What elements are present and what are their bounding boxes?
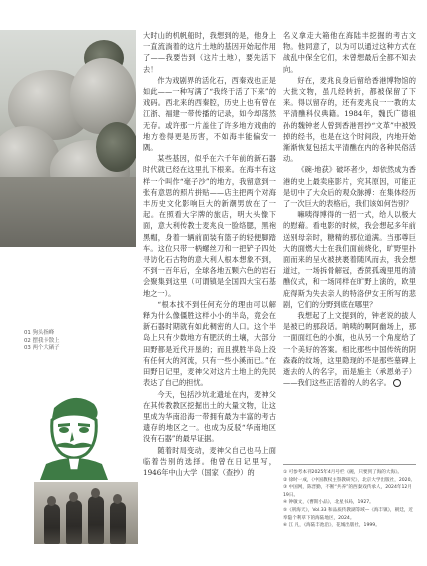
historic-group-scene bbox=[34, 482, 138, 544]
caption-01: 01 狗头指峰 bbox=[24, 330, 55, 336]
footnote: ① 可参考本刊2025年4月号栏《碗，只要到了海的大海》。 bbox=[283, 470, 402, 475]
green-portrait-illustration bbox=[28, 390, 120, 480]
end-mark-icon bbox=[393, 379, 401, 387]
paragraph: 随着时局变动，麦神父自己也马上面临着告别的选择。他曾在日记里写，1946年中山大学（国家（查抄）的 bbox=[143, 445, 276, 477]
paragraph: 《碗·地获》破坏者少，却依然成为香港的史上最卖座影片，究其原因，可能正是切中了大众后的观众脉搏：在集体经历了一次巨大的表格后，我们该如何告别？ bbox=[283, 165, 416, 209]
portrait-svg bbox=[28, 390, 120, 480]
article-column-left bbox=[143, 30, 276, 478]
article-column-right bbox=[283, 30, 416, 389]
historic-group-photo bbox=[34, 482, 138, 544]
caption-03: 03 两个大硒子 bbox=[24, 345, 60, 351]
footnotes bbox=[283, 469, 416, 530]
paragraph: “根本找不到任何充分的理由可以解释为什么像僵胜这样小小的半岛，竟会在新石器时期就有如此稠密的人口。这个半岛上只有少数地方有肥沃的土壤，大部分田野都是近代开垦的；而且摸胜半岛上没有任何大的河流，只有一些小溪而已。”在田野日记里，麦神父对这片土地上的先民表达了自己的担忧。 bbox=[143, 299, 276, 388]
caption-02: 02 摆我卡散上 bbox=[24, 337, 60, 344]
footnote: ⑥ 江 凡，《海陆丰池沿》，花城出版社，1999。 bbox=[283, 523, 380, 529]
paragraph: 大时山的机帆船时，我想到的是，他身上一直流淌着的这片土地的基因开始起作用了——我要告到（这片土地），要先活下去！ bbox=[143, 31, 276, 74]
footnote: ④ 钟敏文，《曹斯小品》，北星书局，1927。 bbox=[283, 500, 374, 506]
paragraph-text: 我想起了上文提到的，钟老说的拔人是被已的那段话。呐咦的啊阿幽场上，那一面面红色的小旗，也从另一个角度给了一个美好的答案。相比那些中国传统的阴森森的纹场，这里隐现的不是那些墓碑上逝去的人的名字，而是施主（承恩弟子）——我们这些正活着的人的名字。 bbox=[283, 311, 416, 388]
paragraph: 名义拿走大箱他在海陆丰挖掘的考古文物。他同意了，以为可以通过这种方式在战乱中保全它们，未曾想最后全都不知去向。 bbox=[283, 31, 416, 74]
paragraph: 嘛咦得博得的一招一式，给人以极大的慰藉。看电影的时候，我会想起多年前送别母亲时，糖精的那位道满。当那尊巨大的面燃大士在我们面前烧化，旷野里扑面而来的呈火被挟裹着随风而去，我会想道过，一场拆骨解冠，香蔗孤魂里甩的清醮仪式，和一场同样在旷野上演的，欧里庇得斯为失去亲人的特洛伊女王所写的悲剧，它们的分野到底在哪里？ bbox=[283, 210, 416, 309]
footnote: ⑤《刑海天》，Vol.33 和品质传教湖等域—《海丰镇》，朝廷，近奉隐个利草下的海陆地区，2024。 bbox=[283, 507, 414, 521]
rock-hill-photo bbox=[0, 30, 136, 247]
footnote: ③ 中国网，陈晋勤，不断“共养”的西秦戏传承人，2024年12月19日。 bbox=[283, 485, 412, 498]
footnote: ② 徐时一成，《中国教权主祭教研究》，北京大学出版社，2020。 bbox=[283, 477, 416, 483]
notes-divider bbox=[283, 464, 416, 465]
paragraph: 作为戏剧界的活化石，西秦戏也正是如此——一种写满了“我终于活了下来”的戏码。西北来的西秦腔，历史上也有曾在江浙、福建一带传播的记录，如今却荡然无存。或许那一片盖住了许多地方戏曲的地方卷得更是历害，不如海丰能偏安一隅。 bbox=[143, 75, 276, 153]
paragraph: 好在，麦兆良身后留给香港博物馆的大批文物，虽几经转折，都被保留了下来。得以留存的，还有麦兆良一一教的太平清醮科仪典籍。1984年，魏氏广德祖孙的魏钟老人曾到香港晋抄“文革”中被毁掉的经书，也是在这个时间段，内地开始渐渐恢复包括太平清醮在内的各种民俗活动。 bbox=[283, 75, 416, 164]
paragraph: 今天，包括沙坑北遗址在内，麦神父在其传教教区挖掘出土的大量文物，让这里成为华南沿海一带拥有最为丰富的考古遗存的地区之一。也成为反驳“华南地区没有石器”的最早证据。 bbox=[143, 389, 276, 444]
paragraph: 某些基因，似乎在六千年前的新石器时代就已经在这里扎下根来。在海丰有这样一个叫作“毫子沙”的地方，我留意到一张有意思的照片拼贴——店主把两个对海丰历史文化影响巨大的新潮男放在了一起。在照看大字牌的旅店，明大头像下面，意大利传教士麦兆良一脸络腮，黑袍黑帽，身着一辆前面装有篮子的轻便脚踏车。这位只带一柄螺丝刀和一把铲子四处寻访化石古物的意大利人根本想象不到，不到一百年后，全球各地五颗六色的岩石会聚集到这里（可谓镇是全国四大宝石基地之一）。 bbox=[143, 154, 276, 298]
photo-captions bbox=[24, 330, 114, 353]
paragraph bbox=[283, 310, 416, 388]
rock-hill-scene bbox=[0, 30, 136, 247]
